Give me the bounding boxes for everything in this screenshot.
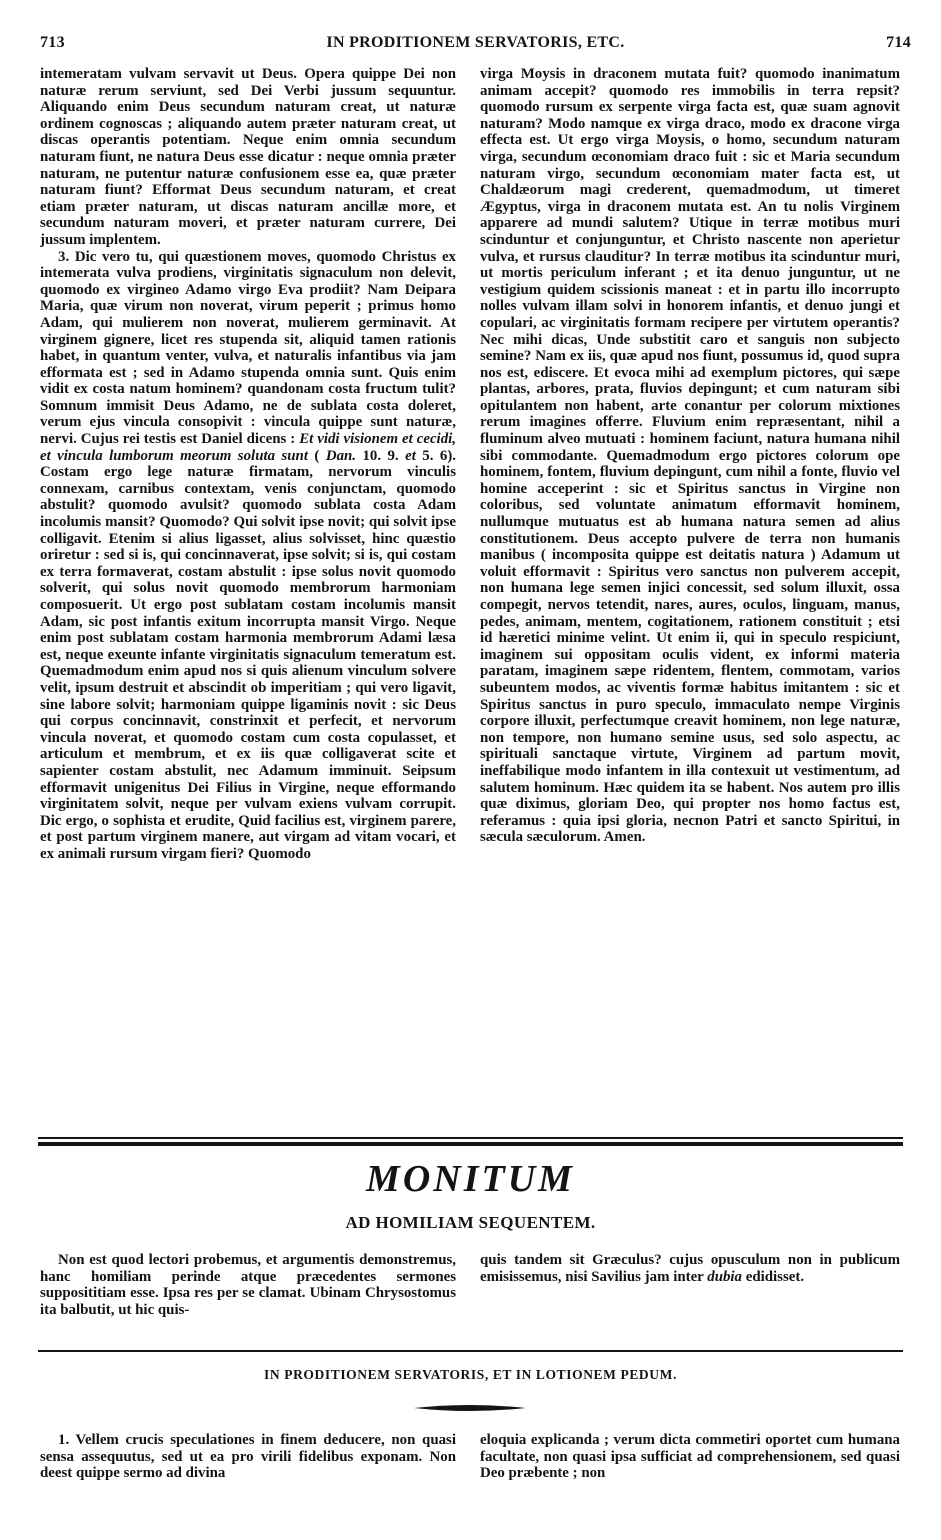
homily-column-left [40, 1432, 456, 1520]
text-column-right [480, 66, 900, 1132]
monitum-paragraph-left: Non est quod lectori probemus, et argumentis demonstremus, hanc homiliam perinde atque præcedentes sermones supposititiam esse. Ipsa res per se clamat. Ubinam Chrysostomus ita balbutit, ut hic quis- [40, 1252, 456, 1318]
text-column-left [40, 66, 456, 1132]
citation-open: ( [307, 447, 326, 464]
paragraph-right: virga Moysis in draconem mutata fuit? quomodo inanimatum animam accepit? quomodo res immobilis in terra repsit? quomodo rursum ex serpente virga facta est, quæ suam agnovit naturam? Modo namque ex virga draco, modo ex dracone virga effecta est. Ut ergo virga Moysis, o homo, secundum naturam virga, secundum œconomiam draco fuit : sic et Maria secundum naturam virgo, secundum œconomiam mater facta est, ut Chaldæorum magi crederent, quemadmodum, ut timeret Ægyptus, virga in draconem mutata est. An tu nolis Virginem apparere ad mundi salutem? Utique in terræ motibus muri scinduntur et conjunguntur, et Christo nascente non aperietur vulva, et rursus clauditur? In terræ motibus ita scinduntur muri, ut mortis periculum inferant ; et ita denuo junguntur, ut ne vestigium quidem scissionis maneat : et in partu illo incorrupto nolles vulvam illam solvi in honorem infantis, et denuo jungi et copulari, ac virginitatis formam recipere per virtutem operantis? Nec mihi dicas, Unde substitit caro et sanguis non subjecto semine? Nam ex iis, quæ apud nos fiunt, possumus id, quod supra nos est, ediscere. Et evoca mihi ad exemplum pictores, qui sæpe plantas, arbores, prata, fluvios depingunt; et cum naturam sibi opitulantem non habent, arte conantur per colorum mixtiones rerum imagines offerre. Fluvium enim repræsentant, nihil a fluminum alveo mutuati : hominem faciunt, natura humana nihil sibi commodante. Quemadmodum ergo pictores colorum ope hominem, fontem, fluvium depingunt, cum nihil a fonte, fluvio vel homine acceperint : sic et Spiritus sanctus in Virgine non coloribus, sed voluntate animatum efformavit hominem, nullumque mutuatus est ab humana natura semen ad alius constitutionem. Deus accepto pulvere de terra non humanis manibus ( incomposita quippe est deitatis natura ) Adamum ut voluit efformavit : Spiritus vero sanctus non pulverem accepit, non humana lege semen injici concessit, sed solum illuxit, ossa compegit, nervos tetendit, nares, aures, oculos, linguam, manus, pedes, animam, mentem, cogitationem, rationem constituit ; etsi id hæretici minime velint. Ut enim ii, qui in speculo respiciunt, imaginem sui oppositam oculis vident, ex informi materia paratam, imaginem sæpe ridentem, flentem, commotam, varios subeuntem modos, ac viventis formæ habitus imitantem : sic et Spiritus sanctus in puro speculo, immaculato nempe Virginis corpore illuxit, perfectumque creavit hominem, non lege naturæ, non tempore, non humano semine usus, sed solo aspectu, ac spirituali sanctaque virtute, Virginem ad partum movit, ineffabilique modo infantem in illa contexuit ut vestimentum, ad salutem hominum. Hæc quidem ita se habent. Nos autem pro illis quæ diximus, gloriam Deo, qui propter nos homo factus est, referamus : quia ipsi gloria, necnon Patri et sancto Spiritui, in sæcula sæculorum. Amen. [480, 66, 900, 846]
monitum-column-left [40, 1252, 456, 1332]
homily-column-right [480, 1432, 900, 1520]
monitum-right-text: quis tandem sit Græculus? cujus opusculum non in publicum emisissemus, nisi Savilius jam inter [480, 1252, 900, 1285]
citation-et: et [405, 447, 416, 464]
citation-verse: 10. 9. [356, 447, 406, 464]
running-title: IN PRODITIONEM SERVATORIS, ETC. [326, 34, 625, 51]
homily-title: IN PRODITIONEM SERVATORIS, ET IN LOTIONEM PEDUM. [264, 1367, 677, 1382]
paragraph-continued: intemeratam vulvam servavit ut Deus. Opera quippe Dei non naturæ rerum serviunt, sed Dei Verbi jussum sequuntur. Aliquando enim Deus secundum naturam creat, ut naturæ ordinem cognoscas ; aliquando autem præter naturam creat, ut discas operantis potentiam. Neque enim omnia secundum naturam fiunt, ne natura Deus esse dicatur : neque omnia præter naturam, ne putentur naturæ confusionem esse ea, quæ præter naturam fiunt? Efformat Deus secundum naturam, et creat etiam præter naturam, ut discas naturam ancillæ more, et secundum naturam moveri, et præter naturam currere, Dei jussum implentem. [40, 66, 456, 248]
citation-book: Dan. [325, 447, 357, 464]
monitum-right-end: edidisset. [742, 1268, 805, 1285]
double-rule-top [38, 1137, 903, 1139]
monitum-title: MONITUM [366, 1158, 575, 1200]
paragraph-3-text: 3. Dic vero tu, qui quæstionem moves, quomodo Christus ex intemerata vulva prodiens, virginitatis signaculum non delevit, quomodo ex virgineo Adamo virgo Eva prodiit? Nam Deipara Maria, quæ virum non noverat, virum peperit ; primus homo Adam, qui mulierem non noverat, mulierem germinavit. At virginem gignere, licet res stupenda sit, aliquid tamen rationis habet, in quantum venter, vulva, et naturalis infantibus via jam efformata est ; sed in Adamo stupenda omnia sunt. Quis enim vidit ex costa natum hominem? quandonam costa fructum tulit? Somnum immisit Deus Adamo, ne de sublata costa doleret, verum ejus vincula consopivit : vincula quippe sunt naturæ, nervi. Cujus rei testis est Daniel dicens : [40, 248, 456, 448]
monitum-column-right [480, 1252, 900, 1332]
section-rule [38, 1350, 903, 1352]
paragraph-3 [40, 249, 456, 863]
monitum-paragraph-right [480, 1252, 900, 1285]
monitum-right-italic: dubia [707, 1268, 743, 1285]
homily-paragraph-right: eloquia explicanda ; verum dicta commetiri oportet cum humana facultate, non quasi ipsa sufficiat ad comprehensionem, sed quasi Deo præbente ; non [480, 1432, 900, 1482]
page-number-right: 714 [886, 34, 911, 51]
homily-paragraph-left: 1. Vellem crucis speculationes in finem deducere, non quasi sensa assequutus, sed ut ea pro virili fidelibus exponam. Non deest quippe sermo ad divina [40, 1432, 456, 1482]
running-head [40, 34, 911, 56]
paragraph-3-rest: 5. 6). Costam ergo lege naturæ firmatam, nervorum vinculis connexam, carnibus contextam, venis conjunctam, quomodo abstulit? quomodo avulsit? quomodo sublata costa Adam incolumis mansit? Quomodo? Qui solvit ipse novit; qui solvit ipse colligavit. Etenim si alius ligasset, alius solvisset, hinc quæstio oriretur : sed si is, qui concinnaverat, ipse solvit; si is, qui costam ex terra formaverat, costam abstulit : ipse solus novit quomodo solverit, qui solus novit quomodo membrorum harmoniam composuerit. Ut ergo post sublatam costam incolumis mansit Adam, sic post infantis exitum incorrupta mansit Virgo. Neque enim post sublatam costam harmonia membrorum Adami læsa est, neque exeunte infante virginitatis signaculum temeratum est. Quemadmodum enim apud nos si quis alienum vinculum solvere velit, ipsum destruit et abscindit ob imperitiam ; qui vero ligavit, sine labore solvit; harmoniam quippe ligaminis novit : sic Deus qui corpus concinnavit, constrinxit et perfecit, et nervorum vincula noverat, et quomodo costam cum costa copulasset, et articulum et membrum, et ex iis quæ colligaverat scite et sapienter costam abstulit, nec Adamum imminuit. Seipsum efformavit unigenitus Dei Filius in Virgine, neque efformando virginitatem solvit, neque per vulvam exiens vulvam corrupit. Dic ergo, o sophista et erudite, Quid facilius est, virginem parere, et post partum virginem manere, aut virgam ad vitam vocari, et ex animali rursum virgam fieri? Quomodo [40, 447, 456, 862]
ornament-dash [414, 1402, 526, 1414]
double-rule-bottom [38, 1142, 903, 1146]
scripture-quote: Et vidi visionem et cecidi, et vincula lumborum meorum soluta sunt [40, 431, 456, 464]
page-number-left: 713 [40, 34, 65, 51]
monitum-subtitle: AD HOMILIAM SEQUENTEM. [345, 1213, 596, 1232]
